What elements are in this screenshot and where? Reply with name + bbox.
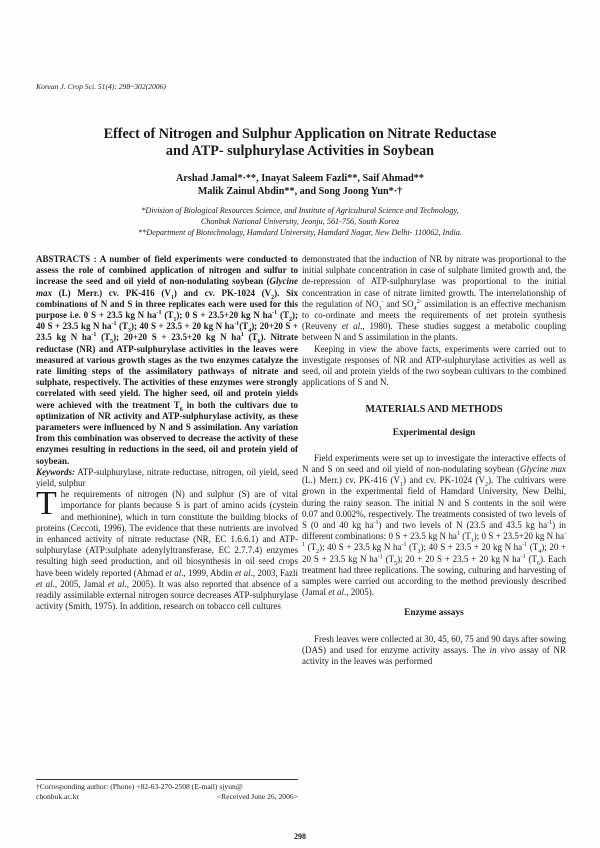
keywords-lead: Keywords:	[36, 466, 75, 477]
received-date: <Received June 26, 2006>	[216, 792, 298, 801]
abstract-text: (T	[96, 332, 111, 343]
drop-cap: T	[36, 485, 57, 523]
abstract-text: ) and cv. PK-1024 (V	[173, 287, 272, 298]
right-paragraph-2: Keeping in view the above facts, experiments were carried out to investigate responses of NR and ATP-sulphurylase activities as well as seed, oil and protein yields of the two soybean cultivars to the combined applications of S and N.	[302, 343, 566, 388]
body-text: (T	[382, 553, 395, 564]
subsection-heading: Experimental design	[392, 427, 476, 438]
footnote-line-1: †Corresponding author: (Phone) +82-63-270-2508 (E-mail) sjyun@	[36, 782, 243, 791]
abstract-text: (L) Merr.) cv. PK-416 (V	[52, 287, 171, 298]
body-text: ); 20 + 20 S + 23.5 kg N ha	[302, 542, 566, 564]
abstract-text: ). Nitrate reductase (NR) and ATP-sulphurylase activities in the leaves were measured at various growth stages as the two enzymes catalyze the rate limiting steps of the assimilatory pathways of nitrate and sulphate, respectively. The activities of these enzymes were strongly correlated with seed yield. The higher seed, oil and protein yields were achieved with the treatment T	[36, 332, 298, 410]
right-paragraph-3: Field experiments were set up to investigate the interactive effects of N and S on seed and oil yield of non-nodulating soybean (Glycine max (L.) Merr.) cv. PK-416 $(V_1)$ and cv. PK-1024 $(V_2)$. The cultivars were grown in the experimental field of Hamdard University, New Delhi, during the rainy season. The initial N and S contents in the soil were 0.07 and 0.002%, respectively. The treatments consisted of two levels of S (0 and 40 kg $ha^{-1}$) and two levels of N (23.5 and 43.5 kg $ha^{-1}$) in different combinations: 0 S + 23.5 kg N $ha^1$ $(T_1)$; 0 S + 23.5+20 kg N $ha^{-1}$ $(T_2)$; 40 S + 23.5 kg N $ha^{-1}$ $(T_3)$; 40 S + 23.5 + 20 kg N $ha^{-1}$ $(T_4)$; 20 + 20 S + 23.5 kg N $ha^{-1}$ $(T_5)$; 20 + 20 S + 23.5 + 20 kg N $ha^{-1}$ $(T_6)$. Each treatment had three replications. The sowing, culturing and harvesting of samples were carried out according to the method previously described (Jamal et al., 2005).	[302, 452, 567, 598]
body-text: ). The cultivars were grown in the experimental field of Hamdard University, New Delhi, during the rainy season. The initial N and S contents in the soil were 0.07 and 0.002%, respectively. The treatments consisted of two levels of S (0 and 40 kg ha	[302, 475, 566, 531]
body-text: ., 2005).	[344, 587, 374, 598]
body-text: Fresh leaves were collected at 30, 45, 60, 75 and 90 days after sowing (DAS) and used for enzyme activity assays. The	[302, 633, 566, 655]
page-number: 298	[294, 832, 306, 841]
left-column	[36, 254, 298, 613]
affiliations	[40, 205, 560, 238]
intro-text: ., 2003, Fazli	[250, 567, 298, 578]
intro-paragraph	[36, 485, 299, 612]
body-text: ) in different combinations: 0 S + 23.5 kg N ha	[302, 520, 567, 542]
body-text: (T	[527, 542, 539, 553]
journal-header: Korean J. Crop Sci. 51(4): 298~302(2006)	[36, 82, 166, 91]
abstract-text: ); 40 S + 23.5 kg N ha	[36, 310, 298, 332]
citation-etal: et al	[107, 578, 125, 589]
right-paragraph-4	[302, 634, 566, 668]
body-text: ) and cv. PK-1024 (V	[403, 475, 486, 486]
abstract-text: A number of field experiments were conducted to assess the role of combined application of nitrogen and sulfur to increase the seed and oil yield of non-nodulating soybean (	[36, 254, 298, 287]
abstract: ABSTRACTS : A number of field experiments were conducted to assess the role of combined application of nitrogen and sulfur to increase the seed and oil yield of non-nodulating soybean (Glycine max (L) Merr.) cv. PK-416 $(V_1)$ and cv. PK-1024 $(V_2)$. Six combinations of N and S in three replicates each were used for this purpose i.e. 0 S + 23.5 kg N $ha^{-1}$ $(T_1)$; 0 S + 23.5+20 kg N $ha^{-1}$ $(T_2)$; 40 S + 23.5 kg N $ha^{-1}$ $(T_3)$; 40 S + 23.5 + 20 kg N $ha^{-1}(T_4)$; 20+20 S + 23.5 kg N $ha^{-1}$ $(T_5)$; 20+20 S + 23.5+20 kg N $ha^1$ $(T_6)$. Nitrate reductase (NR) and ATP-sulphurylase activities in the leaves were measured at various growth stages as the two enzymes catalyze the rate limiting steps of the assimilatory pathways of nitrate and sulphate, respectively. The activities of these enzymes were strongly correlated with seed yield. The higher seed, oil and protein yields were achieved with the treatment $T_6$ in both the cultivars due to optimization of NR activity and ATP-sulphurylase activity, as these parameters were influenced by N and S assimilation. Any variation from this combination was observed to decrease the activity of these enzymes resulting in reductions in the seed, oil and protein yield of soybean.	[36, 254, 298, 466]
subsection-heading: Enzyme assays	[404, 608, 464, 619]
abstract-text: (T	[239, 321, 249, 332]
abstract-text: (T	[161, 310, 174, 321]
abstract-species: Glycine max	[36, 276, 298, 298]
citation-etal: et al	[341, 321, 361, 332]
in-vivo-term: in vivo	[489, 644, 516, 655]
footnote-email-domain: chonbuk.ac.kr	[36, 792, 80, 801]
abstract-text: (T	[243, 332, 258, 343]
abstract-text: in both the cultivars due to optimization of NR activity and ATP-sulphurylase activity, as these parameters were influenced by N and S assimilation. Any variation from this combination was observed to decrease the activity of these enzymes resulting in reductions in the seed, oil and protein yield of soybean.	[36, 399, 298, 466]
affiliation-line-3: **Department of Biotechnology, Hamdard University, Hamdard Nagar, New Delhi- 110062, India.	[138, 228, 462, 237]
body-text: demonstrated that the induction of NR by nitrate was proportional to the initial sulphate concentration in case of sulphate limited growth and, the de-repression of ATP-sulphurylase was proportional to the initial concentration in case of nitrate limited growth. The interrelationship of the regulation of NO	[302, 254, 566, 309]
body-text: ., 1980). These studies suggest a metabolic coupling between N and S assimilation in the plants.	[302, 321, 566, 343]
intro-text: ., 2005). It was also reported that absence of a readily assimilable external nitrogen source decreases ATP-sulphurylase activity (Smith, 1975). In addition, research on tobacco cell cultures	[36, 578, 299, 612]
body-text: and SO	[383, 298, 414, 309]
authors-line-2: Malik Zainul Abdin**, and Song Joong Yun*·†	[197, 186, 403, 197]
section-heading: MATERIALS AND METHODS	[365, 404, 503, 416]
body-text: (L.) Merr.) cv. PK-416 (V	[302, 475, 401, 486]
keywords-text: ATP-sulphurylase, nitrate reductase, nitrogen, oil yield, seed yield, sulphur	[36, 466, 298, 489]
body-text: assay of NR activity in the leaves was performed	[302, 644, 566, 667]
abstract-text: (T	[116, 321, 129, 332]
body-text: assimilation is an effective mechanism to co-ordinate and meets the requirements of net protein synthesis (Reuveny	[302, 298, 567, 332]
species-name: Glycine max	[520, 464, 566, 475]
citation-etal: et al	[234, 567, 251, 578]
intro-text: he requirements of nitrogen (N) and sulphur (S) are of vital importance for plants because S is part of amino acids (cystein and methionine), which in turn constitute the building blocks of proteins (Ceccoti, 1996). The evidence that these nutrients are involved in enhanced activity of nitrate reductase (NR, EC 1.6.6.1) and ATP-sulphurylase (ATP:sulphate adenylyltransferase, EC 2.7.7.4) enzymes resulting high seed production, and oil biosynthesis in oil seed crops have been widely reported (Ahmad	[36, 489, 298, 578]
paper-title	[40, 126, 560, 160]
affiliation-line-2: Chonbuk National University, Jeonju, 561-756, South Korea	[200, 217, 400, 226]
body-text: (T	[406, 542, 418, 553]
body-text: (T	[459, 531, 471, 542]
right-paragraph-1: demonstrated that the induction of NR by nitrate was proportional to the initial sulphate concentration in case of sulphate limited growth and, the de-repression of ATP-sulphurylase was proportional to the initial concentration in case of nitrate limited growth. The interrelationship of the regulation of $NO_3^-$ and $SO_4^{2-}$ assimilation is an effective mechanism to co-ordinate and meets the requirements of net protein synthesis (Reuveny et al., 1980). These studies suggest a metabolic coupling between N and S assimilation in the plants.	[302, 254, 567, 343]
abstract-text: ); 0 S + 23.5+20 kg N ha	[176, 310, 273, 321]
corresponding-author-footnote	[36, 779, 298, 802]
keywords	[36, 467, 298, 489]
body-text: ); 20 + 20 S + 23.5 + 20 kg N ha	[397, 553, 521, 564]
abstract-text: ); 20+20 S + 23.5+20 kg N ha	[113, 332, 241, 343]
title-line-1: Effect of Nitrogen and Sulphur Application on Nitrate Reductase	[103, 126, 497, 142]
body-text: ). Each treatment had three replications. The sowing, culturing and harvesting of samples were carried out according to the method previously described (Jamal	[302, 553, 567, 598]
abstract-text: ); 40 S + 23.5 + 20 kg N ha	[131, 321, 235, 332]
citation-etal: et al	[36, 578, 53, 589]
body-text: (T	[305, 542, 317, 553]
abstract-lead: ABSTRACTS :	[36, 254, 97, 264]
authors	[40, 172, 560, 198]
footnote-line-2	[36, 792, 298, 802]
affiliation-line-1: *Division of Biological Resources Science, and Institute of Agricultural Science and Technology,	[141, 206, 459, 215]
right-column	[302, 254, 566, 667]
intro-text: ., 2005, Jamal	[52, 578, 108, 589]
body-text: Field experiments were set up to investigate the interactive effects of N and S on seed and oil yield of non-nodulating soybean (	[302, 452, 566, 475]
intro-text: ., 1999, Abdin	[181, 567, 235, 578]
body-text: ); 40 S + 23.5 kg N ha	[319, 542, 402, 553]
title-line-2: and ATP- sulphurylase Activities in Soybean	[165, 143, 435, 159]
body-text: ) and two levels of N (23.5 and 43.5 kg ha	[378, 520, 548, 531]
abstract-text: ); 20+20 S + 23.5 kg N ha	[36, 321, 298, 343]
authors-line-1: Arshad Jamal*·**, Inayat Saleem Fazli**, Saif Ahmad**	[176, 173, 424, 184]
body-text: (T	[525, 553, 537, 564]
body-text: ); 0 S + 23.5+20 kg N ha	[473, 531, 565, 542]
abstract-text: (T	[277, 310, 289, 321]
body-text: ); 40 S + 23.5 + 20 kg N ha	[420, 542, 523, 553]
abstract-text: ). Six combinations of N and S in three replicates each were used for this purpose i.e. 0 S + 23.5 kg N ha	[36, 287, 298, 321]
citation-etal: et al	[328, 587, 344, 598]
citation-etal: et al	[165, 567, 182, 578]
